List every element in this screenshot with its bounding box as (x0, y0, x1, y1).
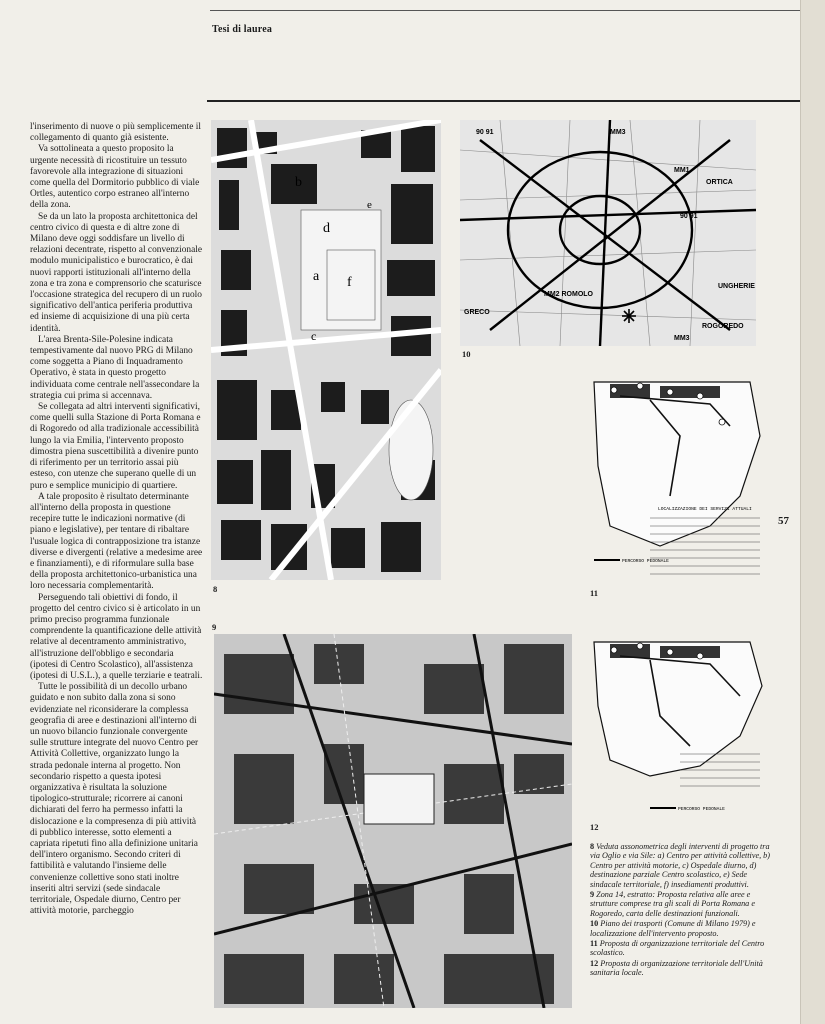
fig10-label-ortica: ORTICA (706, 179, 733, 186)
figure-10-transport-plan (460, 120, 756, 346)
body-paragraph: Se da un lato la proposta architettonica del centro civico di questa e di altre zone di Milano deve oggi soddisfare un livello di relazioni decentrate, rispetto al convenzionale modulo municipalistico e burocratico, è dai nuovi rapporti istituzionali all'interno della zona e tra zona e comprensorio che scaturisce l'occasione strategica del recupero di un ruolo significativo dell'antica periferia produttiva ed insieme di acquisizione di una più certa identità. (30, 211, 203, 334)
axonometric-drawing (211, 120, 441, 580)
figure-captions (590, 842, 780, 979)
body-paragraph: Perseguendo tali obiettivi di fondo, il progetto del centro civico si è articolato in un primo preciso programma funzionale comprendente la quantificazione delle attività relative al decentramento amministrativo, all'istruzione dell'obbligo e secondaria (ipotesi di Centro Scolastico), all'assistenza (ipotesi di U.S.L.), a quelle terziarie e teatrali. (30, 592, 203, 681)
fig8-label-c: c (311, 329, 317, 343)
caption-number: 12 (590, 958, 599, 968)
fig10-label-ungherie: UNGHERIE (718, 283, 755, 290)
caption-number: 9 (590, 890, 595, 900)
fig10-label-9091a: 90 91 (476, 129, 494, 136)
fig8-label-a: a (313, 269, 320, 284)
header-rule (207, 100, 807, 102)
fig10-label-mm3b: MM3 (674, 335, 690, 342)
transport-plan-drawing (460, 120, 756, 346)
caption-number: 8 (590, 842, 595, 851)
caption-item (590, 959, 780, 978)
caption-number: 10 (590, 919, 599, 929)
figure-12-number: 12 (590, 822, 599, 832)
fig10-label-romolo: MM2 ROMOLO (544, 291, 593, 298)
caption-item (590, 890, 780, 918)
caption-item (590, 842, 780, 889)
figure-8-axonometric (211, 120, 441, 580)
usl-map-drawing (590, 636, 768, 820)
fig10-label-9091b: 90 91 (680, 213, 698, 220)
fig10-label-mm1: MM1 (674, 167, 690, 174)
next-page-edge (800, 0, 825, 1024)
figure-12-usl-map (590, 636, 768, 820)
fig8-label-e: e (367, 199, 372, 211)
caption-item (590, 919, 780, 938)
body-paragraph: L'area Brenta-Sile-Polesine indicata tempestivamente dal nuovo PRG di Milano come soggetta a Piano di Inquadramento Operativo, è stata in questo progetto individuata come centrale nell'assecondare la strategia cui prima si accennava. (30, 334, 200, 401)
body-paragraph: Se collegata ad altri interventi significativi, come quelli sulla Stazione di Porta Romana e di Rogoredo od alla tradizionale accessibilità lungo la via Emilia, l'intervento proposto dimostra piena suscettibilità a divenire punto di riferimento per un territorio assai più esteso, con utenze che superano quelle di un puro e semplice municipio di quartiere. (30, 402, 201, 491)
fig10-label-rogoredo: ROGOREDO (702, 323, 744, 330)
top-rule (210, 10, 807, 11)
running-title: Tesi di laurea (212, 24, 273, 35)
fig11-legend-path: PERCORSO PEDONALE (622, 559, 669, 564)
figure-9-landuse-map (214, 634, 572, 1008)
caption-number: 11 (590, 939, 598, 949)
body-paragraph: l'inserimento di nuove o più semplicemente il collegamento di quanto già esistente. (30, 122, 201, 144)
body-text-column (30, 122, 203, 1012)
figure-9-number: 9 (212, 622, 217, 632)
figure-10-number: 10 (462, 349, 471, 359)
caption-item (590, 939, 780, 958)
intervention-star-icon (622, 309, 636, 323)
body-paragraph: Tutte le possibilità di un decollo urbano guidato e non subito dalla zona si sono evidenziate nel riconsiderare la complessa geografia di aree e destinazioni all'interno di un nuovo bilancio funzionale convergente sulle strutture integrate del nuovo Centro per Attività Collettive, organizzato lungo la strada pedonale interna al progetto. Non secondario rispetto a questa ipotesi organizzativa è risultata la soluzione tipologico-strutturale; ricorrere ai canoni dichiarati del ferro ha permesso infatti la dislocazione e la compresenza di più attività di pubblico interesse, sotto elementi a capriata ripetuti fino alla definizione unitaria dell'intero organismo. Secondo criteri di fattibilità e valutando l'insieme delle convenienze collettive sono stati inoltre inseriti altri servizi (sede sindacale territoriale, Ospedale diurno, Centro per attività motorie, parcheggio (30, 682, 199, 917)
caption-text: Veduta assonometrica degli interventi di progetto tra via Oglio e via Sile: a) Centro per attività collettive, b) Centro per attività motorie, c) Ospedale diurno, d) destinazione parziale Centro scolastico, e) Sede sindacale territoriale, f) insediamenti produttivi. (590, 842, 771, 889)
caption-text: Zona 14, estratto: Proposta relativa alle aree e strutture comprese tra gli scali di Porta Romana e Rogoredo, carta delle destinazioni funzionali. (590, 890, 755, 918)
fig10-label-greco: GRECO (464, 309, 490, 316)
figure-11-number: 11 (590, 588, 599, 598)
caption-text: Piano dei trasporti (Comune di Milano 1979) e localizzazione dell'intervento proposto. (590, 919, 756, 938)
caption-text: Proposta di organizzazione territoriale del Centro scolastico. (590, 939, 765, 958)
landuse-map-drawing (214, 634, 572, 1008)
figure-8-number: 8 (213, 584, 218, 594)
fig10-label-mm3: MM3 (610, 129, 626, 136)
body-paragraph: A tale proposito è risultato determinante all'interno della proposta in questione recepire tutte le indicazioni normative (di piano e legislative), per tentare di ribaltare l'usuale logica di contrapposizione tra istanze diverse e divergenti (relative a medesime aree e finanziamenti), e di riformulare sulla base della proposta architettonico-urbanistica una loro necessaria complementarità. (30, 491, 203, 592)
fig8-label-d: d (323, 221, 330, 236)
school-map-drawing (590, 376, 768, 598)
figure-11-school-map (590, 376, 768, 598)
page-number: 57 (778, 515, 789, 527)
fig11-legend-title: LOCALIZZAZIONE DEI SERVIZI ATTUALI (658, 507, 752, 512)
fig8-label-f: f (347, 275, 352, 290)
body-paragraph: Va sottolineata a questo proposito la urgente necessità di ricostituire un tessuto favorevole alla integrazione di situazioni come quella del Dormitorio pubblico di viale Ortles, autentico corpo estraneo all'interno della zona. (30, 144, 200, 211)
fig12-legend-path: PERCORSO PEDONALE (678, 807, 725, 812)
fig8-label-b: b (295, 175, 302, 190)
caption-text: Proposta di organizzazione territoriale dell'Unità sanitaria locale. (590, 958, 763, 978)
